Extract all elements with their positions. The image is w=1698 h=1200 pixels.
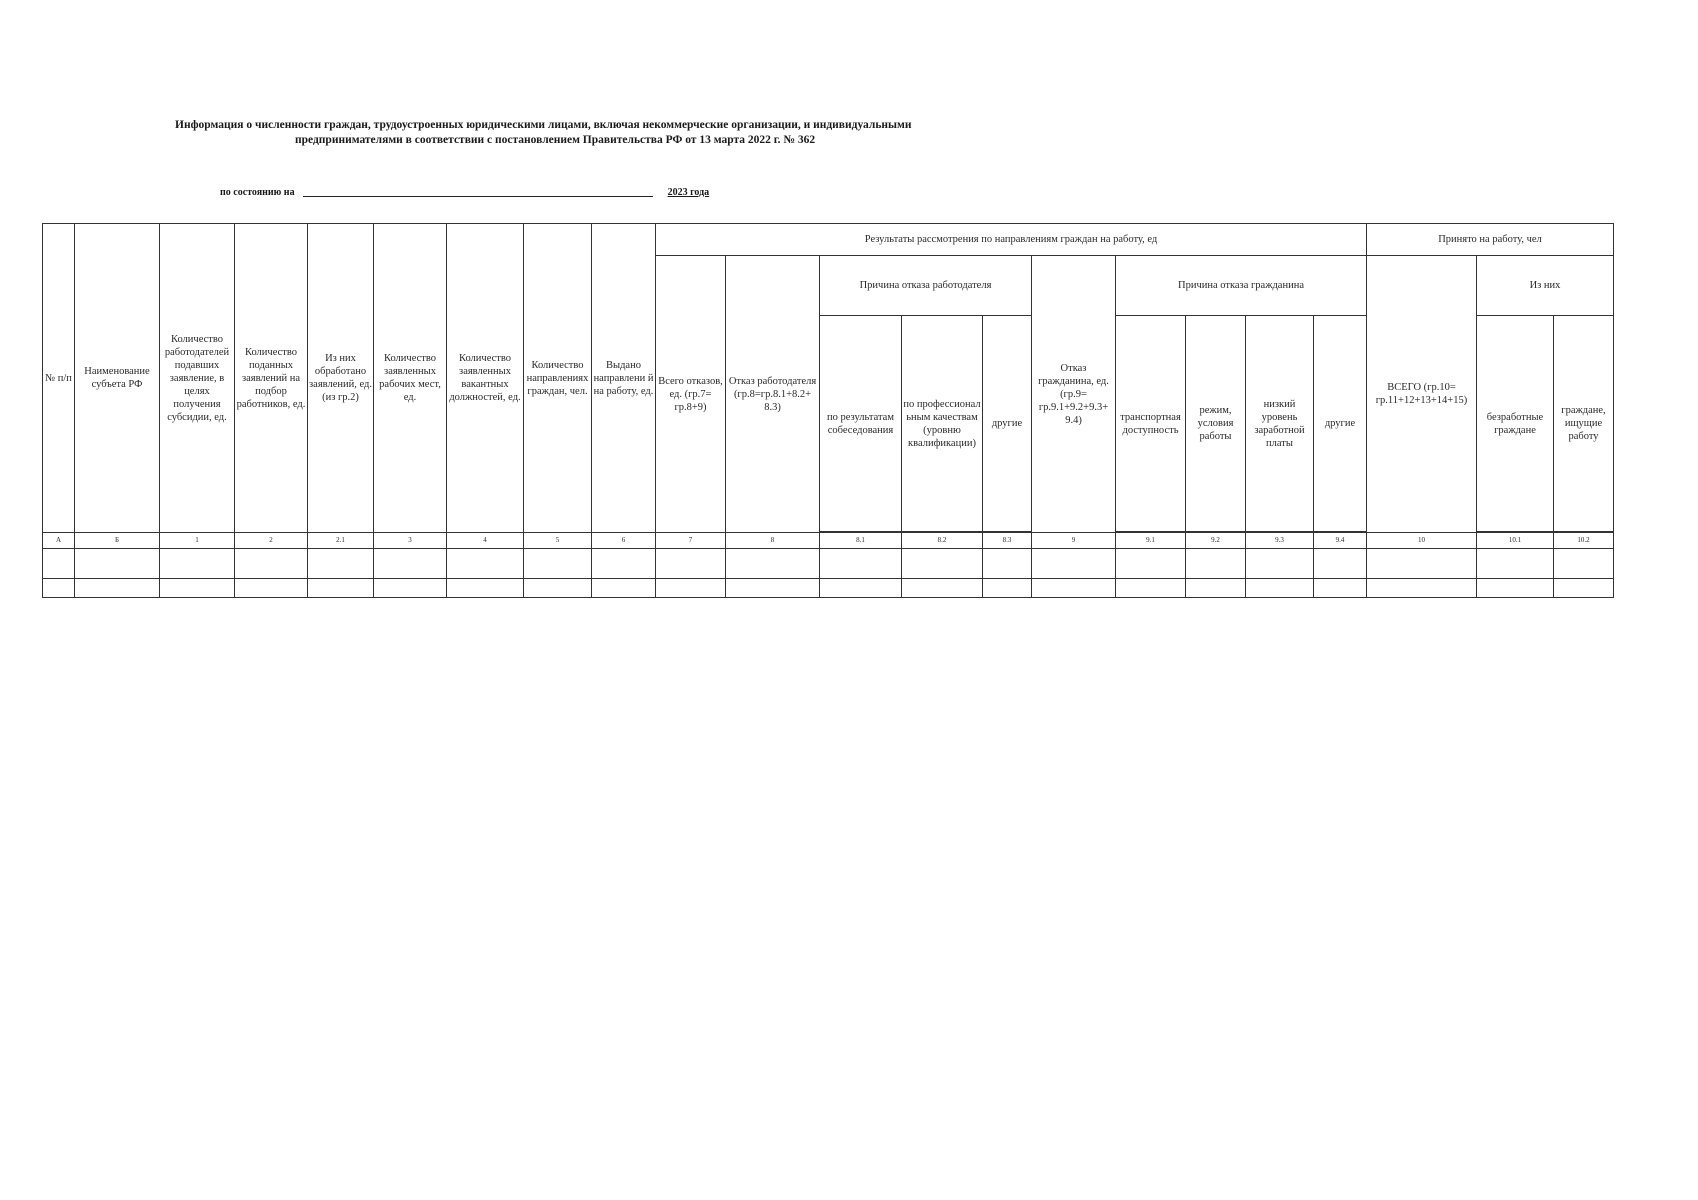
- col-number: 10: [1367, 533, 1477, 549]
- header-c2: Количество поданных заявлений на подбор работников, ед.: [235, 224, 308, 533]
- header-c6: Выдано направлени й на работу, ед.: [592, 224, 656, 533]
- header-c9-4: другие: [1314, 316, 1367, 532]
- header-c3: Количество заявленных рабочих мест, ед.: [374, 224, 447, 533]
- data-cell[interactable]: [726, 549, 820, 579]
- data-cell[interactable]: [983, 549, 1032, 579]
- data-cell[interactable]: [1554, 579, 1614, 598]
- data-cell[interactable]: [1367, 549, 1477, 579]
- data-cell[interactable]: [75, 579, 160, 598]
- data-cell[interactable]: [1477, 549, 1554, 579]
- data-cell[interactable]: [1554, 549, 1614, 579]
- data-cell[interactable]: [1477, 579, 1554, 598]
- header-c8-1: по результатам собеседования: [820, 316, 902, 532]
- col-number: 10.2: [1554, 533, 1614, 549]
- header-c10-2: граждане, ищущие работу: [1554, 316, 1614, 532]
- data-cell[interactable]: [1116, 579, 1186, 598]
- data-cell[interactable]: [1186, 549, 1246, 579]
- col-number: 2: [235, 533, 308, 549]
- col-number: 7: [656, 533, 726, 549]
- header-of-them: Из них: [1477, 256, 1614, 316]
- col-number: 9: [1032, 533, 1116, 549]
- table-row: [43, 549, 1614, 579]
- header-employer-reason: Причина отказа работодателя: [820, 256, 1032, 316]
- col-number: 10.1: [1477, 533, 1554, 549]
- data-cell[interactable]: [1246, 549, 1314, 579]
- header-c10: ВСЕГО (гр.10= гр.11+12+13+14+15): [1367, 256, 1477, 533]
- col-number: 8.1: [820, 533, 902, 549]
- header-c4: Количество заявленных вакантных должностей, ед.: [447, 224, 524, 533]
- data-cell[interactable]: [820, 549, 902, 579]
- header-c8-3: другие: [983, 316, 1032, 532]
- col-number: 9.3: [1246, 533, 1314, 549]
- data-cell[interactable]: [726, 579, 820, 598]
- data-cell[interactable]: [160, 579, 235, 598]
- header-c7: Всего отказов, ед. (гр.7= гр.8+9): [656, 256, 726, 533]
- header-c9-2: режим, условия работы: [1186, 316, 1246, 532]
- as-of-year: 2023 года: [667, 187, 710, 198]
- form-title: [175, 118, 1075, 148]
- header-c9-1: транспортная доступность: [1116, 316, 1186, 532]
- col-number: 3: [374, 533, 447, 549]
- header-c10-1: безработные граждане: [1477, 316, 1554, 532]
- col-number: Б: [75, 533, 160, 549]
- as-of-label: по состоянию на: [220, 187, 295, 198]
- header-c9: Отказ гражданина, ед. (гр.9= гр.9.1+9.2+9.3+ 9.4): [1032, 256, 1116, 533]
- data-cell[interactable]: [902, 549, 983, 579]
- report-table: [42, 223, 1614, 598]
- col-number: А: [43, 533, 75, 549]
- data-cell[interactable]: [374, 579, 447, 598]
- data-cell[interactable]: [235, 549, 308, 579]
- data-cell[interactable]: [1314, 549, 1367, 579]
- col-number: 5: [524, 533, 592, 549]
- as-of-date-blank[interactable]: [303, 196, 653, 197]
- form-title-line-1: Информация о численности граждан, трудоустроенных юридическими лицами, включая некоммерческие организации, и индивидуальными: [175, 119, 912, 131]
- data-cell[interactable]: [1186, 579, 1246, 598]
- header-subject: Наименование субъета РФ: [75, 224, 160, 533]
- header-c8-2: по профессионал ьным качествам (уровню квалификации): [902, 316, 983, 532]
- header-c9-3: низкий уровень заработной платы: [1246, 316, 1314, 532]
- data-cell[interactable]: [43, 579, 75, 598]
- col-number: 9.2: [1186, 533, 1246, 549]
- data-cell[interactable]: [308, 549, 374, 579]
- data-cell[interactable]: [308, 579, 374, 598]
- col-number: 8.3: [983, 533, 1032, 549]
- data-cell[interactable]: [447, 579, 524, 598]
- header-citizen-reason: Причина отказа гражданина: [1116, 256, 1367, 316]
- col-number: 2.1: [308, 533, 374, 549]
- col-number: 8: [726, 533, 820, 549]
- data-cell[interactable]: [820, 579, 902, 598]
- header-num: № п/п: [43, 224, 75, 533]
- data-cell[interactable]: [524, 579, 592, 598]
- data-cell[interactable]: [75, 549, 160, 579]
- data-cell[interactable]: [447, 549, 524, 579]
- header-hired-group: Принято на работу, чел: [1367, 224, 1614, 256]
- data-cell[interactable]: [1246, 579, 1314, 598]
- as-of-line: [220, 187, 709, 198]
- header-results-group: Результаты рассмотрения по направлениям граждан на работу, ед: [656, 224, 1367, 256]
- data-cell[interactable]: [656, 579, 726, 598]
- col-number: 9.4: [1314, 533, 1367, 549]
- data-cell[interactable]: [656, 549, 726, 579]
- data-cell[interactable]: [374, 549, 447, 579]
- column-number-row: [43, 533, 1614, 549]
- data-cell[interactable]: [160, 549, 235, 579]
- data-cell[interactable]: [43, 549, 75, 579]
- col-number: 9.1: [1116, 533, 1186, 549]
- data-cell[interactable]: [235, 579, 308, 598]
- data-cell[interactable]: [1032, 549, 1116, 579]
- header-c5: Количество направлениях граждан, чел.: [524, 224, 592, 533]
- col-number: 1: [160, 533, 235, 549]
- data-cell[interactable]: [1314, 579, 1367, 598]
- header-c8: Отказ работодателя (гр.8=гр.8.1+8.2+ 8.3): [726, 256, 820, 533]
- data-cell[interactable]: [592, 549, 656, 579]
- form-title-line-2: предпринимателями в соответствии с постановлением Правительства РФ от 13 марта 2022 г. № 362: [295, 134, 816, 146]
- data-cell[interactable]: [592, 579, 656, 598]
- data-cell[interactable]: [1116, 549, 1186, 579]
- col-number: 4: [447, 533, 524, 549]
- data-cell[interactable]: [902, 579, 983, 598]
- data-cell[interactable]: [983, 579, 1032, 598]
- col-number: 8.2: [902, 533, 983, 549]
- data-cell[interactable]: [524, 549, 592, 579]
- data-cell[interactable]: [1032, 579, 1116, 598]
- data-cell[interactable]: [1367, 579, 1477, 598]
- col-number: 6: [592, 533, 656, 549]
- header-c2-1: Из них обработано заявлений, ед. (из гр.2): [308, 224, 374, 533]
- header-c1: Количество работодателей подавших заявление, в целях получения субсидии, ед.: [160, 224, 235, 533]
- table-row: [43, 579, 1614, 598]
